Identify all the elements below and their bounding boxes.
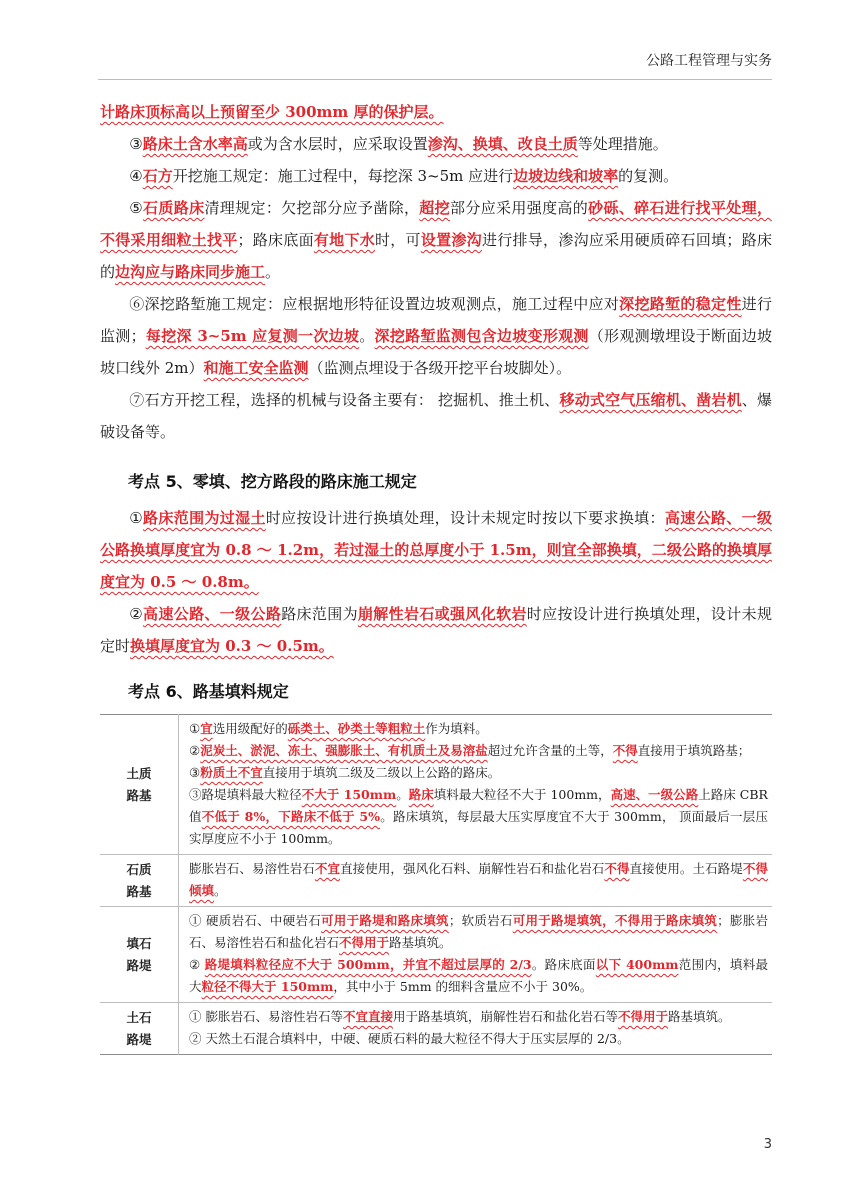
- page-number: 3: [763, 1137, 772, 1152]
- highlight-text: 路床土含水率高: [142, 135, 248, 153]
- section-heading-6: 考点 6、路基填料规定: [128, 682, 289, 701]
- highlight-text: 深挖路堑监测包含边坡变形观测: [374, 327, 589, 345]
- highlight-text: 石方: [142, 167, 173, 185]
- row-content-rockfill: [179, 907, 773, 1003]
- table-line: [189, 1006, 768, 1028]
- text: 膨胀岩石、易溶性岩石: [189, 861, 315, 876]
- text: 。: [265, 263, 281, 281]
- text: 时应按设计进行换填处理，设计未规定时: [100, 605, 772, 655]
- text: 、爆破设备等。: [100, 391, 772, 441]
- highlight-text: 宜: [200, 721, 213, 736]
- text: ②: [189, 743, 201, 758]
- highlight-text: 粒径不得大于 150mm: [201, 979, 334, 994]
- highlight-text: 砂砾、碎石进行找平处理，不得采用细粒土找平: [100, 199, 772, 249]
- text: ③: [189, 765, 201, 780]
- text: 超过允许含量的土等，: [487, 743, 613, 758]
- text: 。: [359, 327, 375, 345]
- text: ①: [189, 721, 201, 736]
- text: 。: [396, 787, 409, 802]
- table-line: [189, 740, 768, 762]
- text: 直接用于填筑二级及二级以上公路的路床。: [262, 765, 501, 780]
- highlight-text: 有地下水: [313, 231, 375, 249]
- highlight-text: 不低于 8%，下路床不低于 5%: [201, 809, 380, 824]
- highlight-text: 路堤填料粒径应不大于 500mm，并宜不超过层厚的 2/3: [204, 957, 532, 972]
- table-row: [100, 907, 772, 1003]
- text: ④: [129, 167, 143, 185]
- highlight-text: 和施工安全监测: [203, 359, 309, 377]
- text: ⑦石方开挖工程，选择的机械与设备主要有： 挖掘机、推土机、: [129, 391, 560, 409]
- highlight-text: 可用于路堤和路床填筑: [321, 913, 449, 928]
- text: ②: [129, 605, 144, 623]
- highlight-text: 石质路床: [143, 199, 205, 217]
- text: ⑥深挖路堑施工规定：应根据地形特征设置边坡观测点，施工过程中应对: [129, 295, 620, 313]
- row-label-line: 石质: [126, 861, 152, 877]
- text: ；软质岩石: [448, 913, 513, 928]
- text: 。: [214, 883, 227, 898]
- text: 填料最大粒径不大于 100mm，: [433, 787, 611, 802]
- text: 开挖施工规定：施工过程中，每挖深 3~5m 应进行: [172, 167, 514, 185]
- text: 部分应采用强度高的: [450, 199, 589, 217]
- text: 时，可: [375, 231, 421, 249]
- text: 清理规定：欠挖部分应予凿除，: [204, 199, 420, 217]
- table-line: [189, 762, 768, 784]
- highlight-text: 移动式空气压缩机、凿岩机: [559, 391, 742, 409]
- paragraph-equipment: [100, 384, 772, 448]
- highlight-text: 换填厚度宜为 0.3 ～ 0.5m。: [130, 637, 334, 655]
- highlight-text: 不得用于: [339, 935, 390, 950]
- text: 进行排导，渗沟应采用硬质碎石回填；路床的: [100, 231, 772, 281]
- row-content-rock: [179, 855, 773, 907]
- row-content-soil: [179, 715, 773, 855]
- row-content-earthrock: [179, 1003, 773, 1055]
- row-label-earthrock: [100, 1003, 179, 1055]
- section-heading-5: 考点 5、零填、挖方路段的路床施工规定: [128, 472, 417, 491]
- highlight-text: 砾类土、砂类土等粗粒土: [287, 721, 426, 736]
- highlight-text: 高速公路、一级公路: [143, 605, 282, 623]
- table-row: [100, 715, 772, 855]
- text: ② 天然土石混合填料中，中硬、硬质石料的最大粒径不得大于压实层厚的 2/3。: [189, 1031, 630, 1046]
- highlight-text: 泥炭土、淤泥、冻土、强膨胀土、有机质土及易溶盐: [200, 743, 488, 758]
- row-label-rock: [100, 855, 179, 907]
- paragraph-soft-rock: [100, 598, 772, 662]
- text: ① 膨胀岩石、易溶性岩石等: [189, 1009, 343, 1024]
- text: 。路床底面: [531, 957, 596, 972]
- highlight-text: 不大于 150mm: [301, 787, 397, 802]
- row-label-line: 路基: [126, 883, 152, 899]
- highlight-text: 崩解性岩石或强风化软岩: [357, 605, 527, 623]
- text: 选用级配好的: [212, 721, 288, 736]
- text: 时应按设计进行换填处理，设计未规定时按以下要求换填：: [265, 509, 665, 527]
- page-content: [100, 96, 772, 1055]
- text: 路基填筑。: [389, 935, 452, 950]
- highlight-text: 边坡边线和坡率: [513, 167, 619, 185]
- text: ③路堤填料最大粒径: [189, 787, 302, 802]
- table-row: [100, 855, 772, 907]
- row-label-rockfill: [100, 907, 179, 1003]
- row-label-line: 土石: [126, 1009, 152, 1025]
- text: 用于路基填筑，崩解性岩石和盐化岩石等: [393, 1009, 619, 1024]
- table-line: [189, 858, 768, 902]
- row-label-line: 土质: [126, 765, 152, 781]
- highlight-text: 设置渗沟: [420, 231, 482, 249]
- text: ②: [189, 957, 205, 972]
- highlight-text: 高速、一级公路: [610, 787, 699, 802]
- text: ；路床底面: [237, 231, 314, 249]
- paragraph-deep-cut: [100, 288, 772, 384]
- text: 范围内，填料最大: [189, 957, 768, 994]
- header-rule: [98, 79, 772, 80]
- highlight-text: 不得: [604, 861, 630, 876]
- row-label-line: 填石: [126, 935, 152, 951]
- text: 路床范围为: [281, 605, 358, 623]
- highlight-text: 计路床顶标高以上预留至少 300mm 厚的保护层。: [100, 103, 444, 121]
- paragraph-rock-subgrade: [100, 192, 772, 288]
- text: 作为填料。: [425, 721, 488, 736]
- highlight-text: 不宜直接: [342, 1009, 393, 1024]
- text: ③: [129, 135, 143, 153]
- row-label-soil: [100, 715, 179, 855]
- text: 。路床填筑，每层最大压实厚度宜不大于 300mm， 顶面最后一层压实厚度应不小于 100mm。: [189, 809, 768, 846]
- table-row: [100, 1003, 772, 1055]
- text: 的复测。: [618, 167, 679, 185]
- highlight-text: 不得用于: [618, 1009, 669, 1024]
- text: 上路床 CBR 值: [189, 787, 768, 824]
- highlight-text: 超挖: [419, 199, 450, 217]
- text: （形观测墩埋设于断面边坡坡口线外 2m）: [100, 327, 772, 377]
- paragraph-protect-layer: [100, 96, 772, 128]
- text: 进行监测；: [100, 295, 772, 345]
- highlight-text: 深挖路堑的稳定性: [619, 295, 742, 313]
- paragraph-rock-excavation: [100, 160, 772, 192]
- text: 等处理措施。: [577, 135, 668, 153]
- paragraph-moisture: [100, 128, 772, 160]
- table-line: [189, 954, 768, 998]
- text: ；膨胀岩石、易溶性岩石和盐化岩石: [189, 913, 768, 950]
- highlight-text: 以下 400mm: [595, 957, 679, 972]
- table-line: [189, 910, 768, 954]
- highlight-text: 路床范围为过湿土: [143, 509, 266, 527]
- text: 或为含水层时，应采取设置: [247, 135, 428, 153]
- table-line: [189, 784, 768, 850]
- highlight-text: 边沟应与路床同步施工: [115, 263, 266, 281]
- highlight-text: 不得倾填: [189, 861, 768, 898]
- text: 直接使用。土石路堤: [629, 861, 743, 876]
- highlight-text: 不得: [612, 743, 638, 758]
- text: 路基填筑。: [668, 1009, 731, 1024]
- text: ① 硬质岩石、中硬岩石: [189, 913, 322, 928]
- fill-material-table: [100, 714, 772, 1055]
- table-line: [189, 718, 768, 740]
- paragraph-wet-soil: [100, 502, 772, 598]
- highlight-text: 粉质土不宜: [200, 765, 263, 780]
- highlight-text: 不宜: [314, 861, 341, 876]
- highlight-text: 渗沟、换填、改良土质: [427, 135, 578, 153]
- row-label-line: 路基: [126, 787, 152, 803]
- text: ①: [129, 509, 144, 527]
- row-label-line: 路堤: [126, 957, 152, 973]
- highlight-text: 高速公路、一级公路换填厚度宜为 0.8 ～ 1.2m，若过湿土的总厚度小于 1.5m，则宜全部换填，二级公路的换填厚度宜为 0.5 ～ 0.8m。: [100, 509, 772, 591]
- highlight-text: 路床: [408, 787, 434, 802]
- text: ⑤: [129, 199, 144, 217]
- row-label-line: 路堤: [126, 1031, 152, 1047]
- highlight-text: 每挖深 3~5m 应复测一次边坡: [145, 327, 360, 345]
- table-line: [189, 1028, 768, 1050]
- text: ，其中小于 5mm 的细料含量应不小于 30%。: [333, 979, 593, 994]
- text: 直接用于填筑路基；: [637, 743, 751, 758]
- text: 直接使用，强风化石料、崩解性岩石和盐化岩石: [340, 861, 605, 876]
- text: （监测点埋设于各级开挖平台坡脚处）。: [308, 359, 572, 377]
- header-title: 公路工程管理与实务: [646, 53, 772, 69]
- highlight-text: 可用于路堤填筑，不得用于路床填筑: [512, 913, 718, 928]
